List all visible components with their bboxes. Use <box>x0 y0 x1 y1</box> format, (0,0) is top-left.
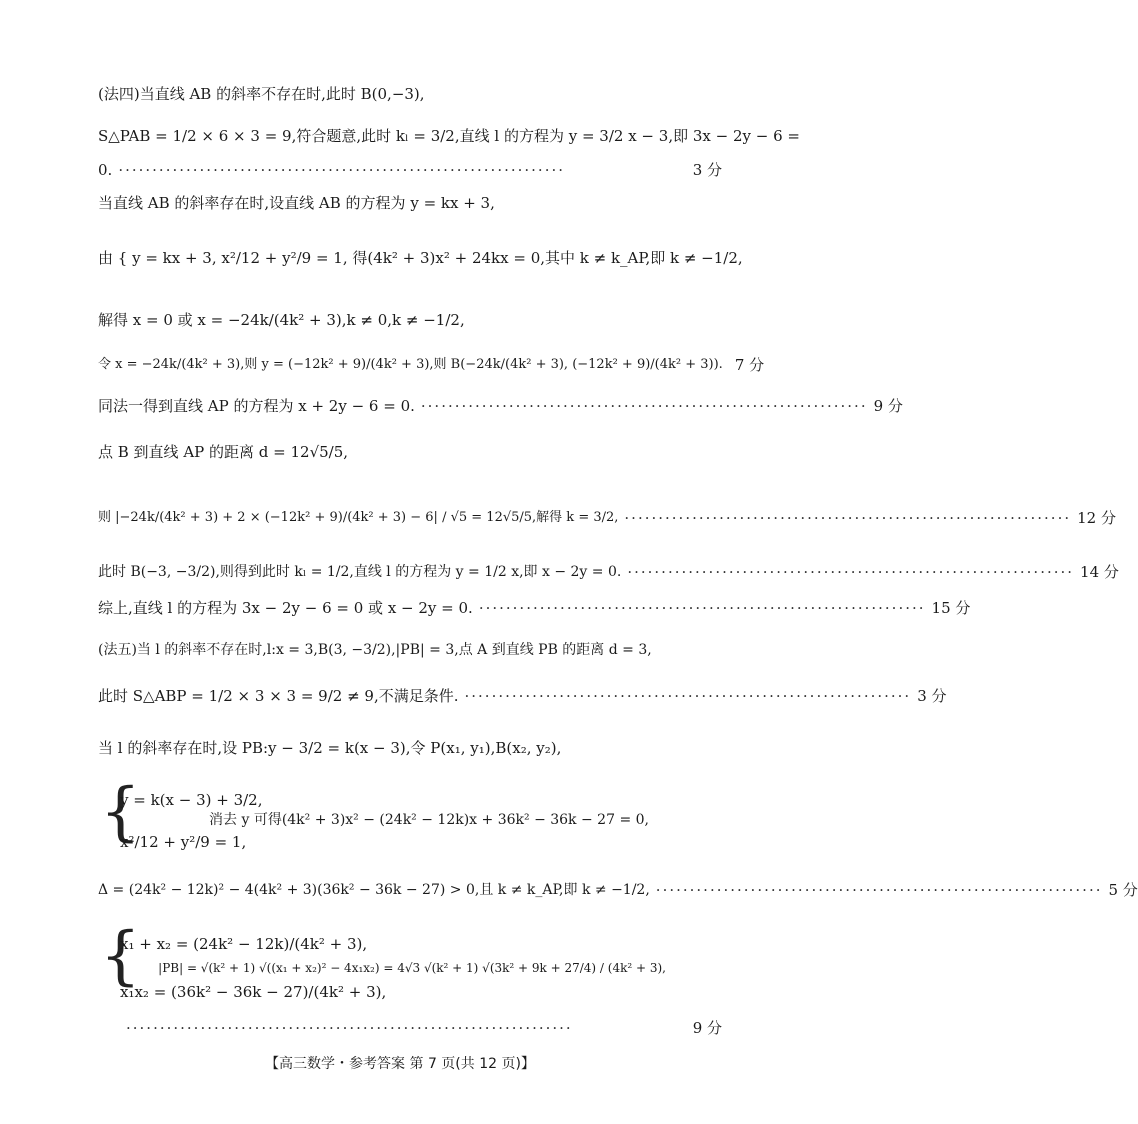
line-3 <box>98 160 722 180</box>
line-text: x²/12 + y²/9 = 1, <box>120 833 247 851</box>
leader-dots: ·································································· <box>420 397 868 415</box>
line-text: (法五)当 l 的斜率不存在时,l:x = 3,B(3, −3/2),|PB| = 3,点 A 到直线 PB 的距离 d = 3, <box>98 642 652 658</box>
line-11 <box>98 562 1119 582</box>
line-9 <box>98 442 722 462</box>
line-2 <box>98 126 800 146</box>
score-label: 5 分 <box>1108 881 1138 899</box>
line-8 <box>98 396 903 416</box>
line-text: 此时 B(−3, −3/2),则得到此时 kₗ = 1/2,直线 l 的方程为 y = 1/2 x,即 x − 2y = 0. <box>98 564 622 580</box>
line-text: 此时 S△ABP = 1/2 × 3 × 3 = 9/2 ≠ 9,不满足条件. <box>98 687 459 705</box>
line-21 <box>120 958 722 978</box>
leader-dots: ·································································· <box>655 881 1103 899</box>
line-text: 由 { y = kx + 3, x²/12 + y²/9 = 1, 得(4k² + 3)x² + 24kx = 0,其中 k ≠ k_AP,即 k ≠ −1/2, <box>98 249 743 267</box>
line-text: 消去 y 可得(4k² + 3)x² − (24k² − 12k)x + 36k² − 36k − 27 = 0, <box>120 812 649 828</box>
line-text: 0. <box>98 161 113 179</box>
line-23 <box>98 1018 722 1038</box>
leader-dots: ·································································· <box>478 599 926 617</box>
line-text: x₁ + x₂ = (24k² − 12k)/(4k² + 3), <box>120 935 368 953</box>
score-label: 7 分 <box>734 356 765 374</box>
leader-dots: ·································································· <box>118 161 566 179</box>
line-text: x₁x₂ = (36k² − 36k − 27)/(4k² + 3), <box>120 983 387 1001</box>
line-22 <box>120 982 722 1002</box>
line-5 <box>98 248 743 268</box>
line-1 <box>98 84 722 104</box>
line-6 <box>98 310 722 330</box>
line-text: 当直线 AB 的斜率存在时,设直线 AB 的方程为 y = kx + 3, <box>98 194 495 212</box>
line-13 <box>98 640 722 660</box>
line-10 <box>98 508 1116 528</box>
score-label: 9 分 <box>692 1019 722 1037</box>
score-label: 9 分 <box>873 397 903 415</box>
line-18 <box>120 832 722 852</box>
line-text: 同法一得到直线 AP 的方程为 x + 2y − 6 = 0. <box>98 397 415 415</box>
leader-dots: ·································································· <box>464 687 912 705</box>
line-12 <box>98 598 971 618</box>
line-text: 点 B 到直线 AP 的距离 d = 12√5/5, <box>98 443 349 461</box>
line-15 <box>98 738 722 758</box>
line-14 <box>98 686 947 706</box>
brace-symbol: { <box>100 775 141 849</box>
line-20 <box>120 934 722 954</box>
page-footer: 【高三数学・参考答案 第 7 页(共 12 页)】 <box>265 1056 535 1072</box>
leader-dots: ·································································· <box>126 1019 573 1037</box>
line-text: 综上,直线 l 的方程为 3x − 2y − 6 = 0 或 x − 2y = 0. <box>98 599 473 617</box>
score-label: 12 分 <box>1077 509 1116 527</box>
line-text: S△PAB = 1/2 × 6 × 3 = 9,符合题意,此时 kₗ = 3/2,直线 l 的方程为 y = 3/2 x − 3,即 3x − 2y − 6 = <box>98 127 800 145</box>
leader-dots: ·································································· <box>624 509 1072 527</box>
score-label: 3 分 <box>692 161 722 179</box>
line-19 <box>98 880 1138 900</box>
line-17 <box>120 810 722 830</box>
line-text: 当 l 的斜率存在时,设 PB:y − 3/2 = k(x − 3),令 P(x₁, y₁),B(x₂, y₂), <box>98 739 562 757</box>
brace-symbol: { <box>100 919 141 993</box>
line-text: 解得 x = 0 或 x = −24k/(4k² + 3),k ≠ 0,k ≠ −1/2, <box>98 311 465 329</box>
line-text: 则 |−24k/(4k² + 3) + 2 × (−12k² + 9)/(4k² + 3) − 6| / √5 = 12√5/5,解得 k = 3/2, <box>98 510 619 525</box>
line-text: Δ = (24k² − 12k)² − 4(4k² + 3)(36k² − 36k − 27) > 0,且 k ≠ k_AP,即 k ≠ −1/2, <box>98 882 650 898</box>
line-text: (法四)当直线 AB 的斜率不存在时,此时 B(0,−3), <box>98 85 425 103</box>
line-7 <box>98 355 765 375</box>
score-label: 15 分 <box>931 599 971 617</box>
line-text: y = k(x − 3) + 3/2, <box>120 791 263 809</box>
line-4 <box>98 193 722 213</box>
line-16 <box>120 790 722 810</box>
score-label: 3 分 <box>917 687 947 705</box>
leader-dots: ·································································· <box>627 563 1075 581</box>
score-label: 14 分 <box>1080 563 1119 581</box>
line-text: |PB| = √(k² + 1) √((x₁ + x₂)² − 4x₁x₂) = 4√3 √(k² + 1) √(3k² + 9k + 27/4) / (4k² + 3), <box>120 961 666 975</box>
line-text: 令 x = −24k/(4k² + 3),则 y = (−12k² + 9)/(4k² + 3),则 B(−24k/(4k² + 3), (−12k² + 9)/(4k² + 3)). <box>98 357 723 372</box>
